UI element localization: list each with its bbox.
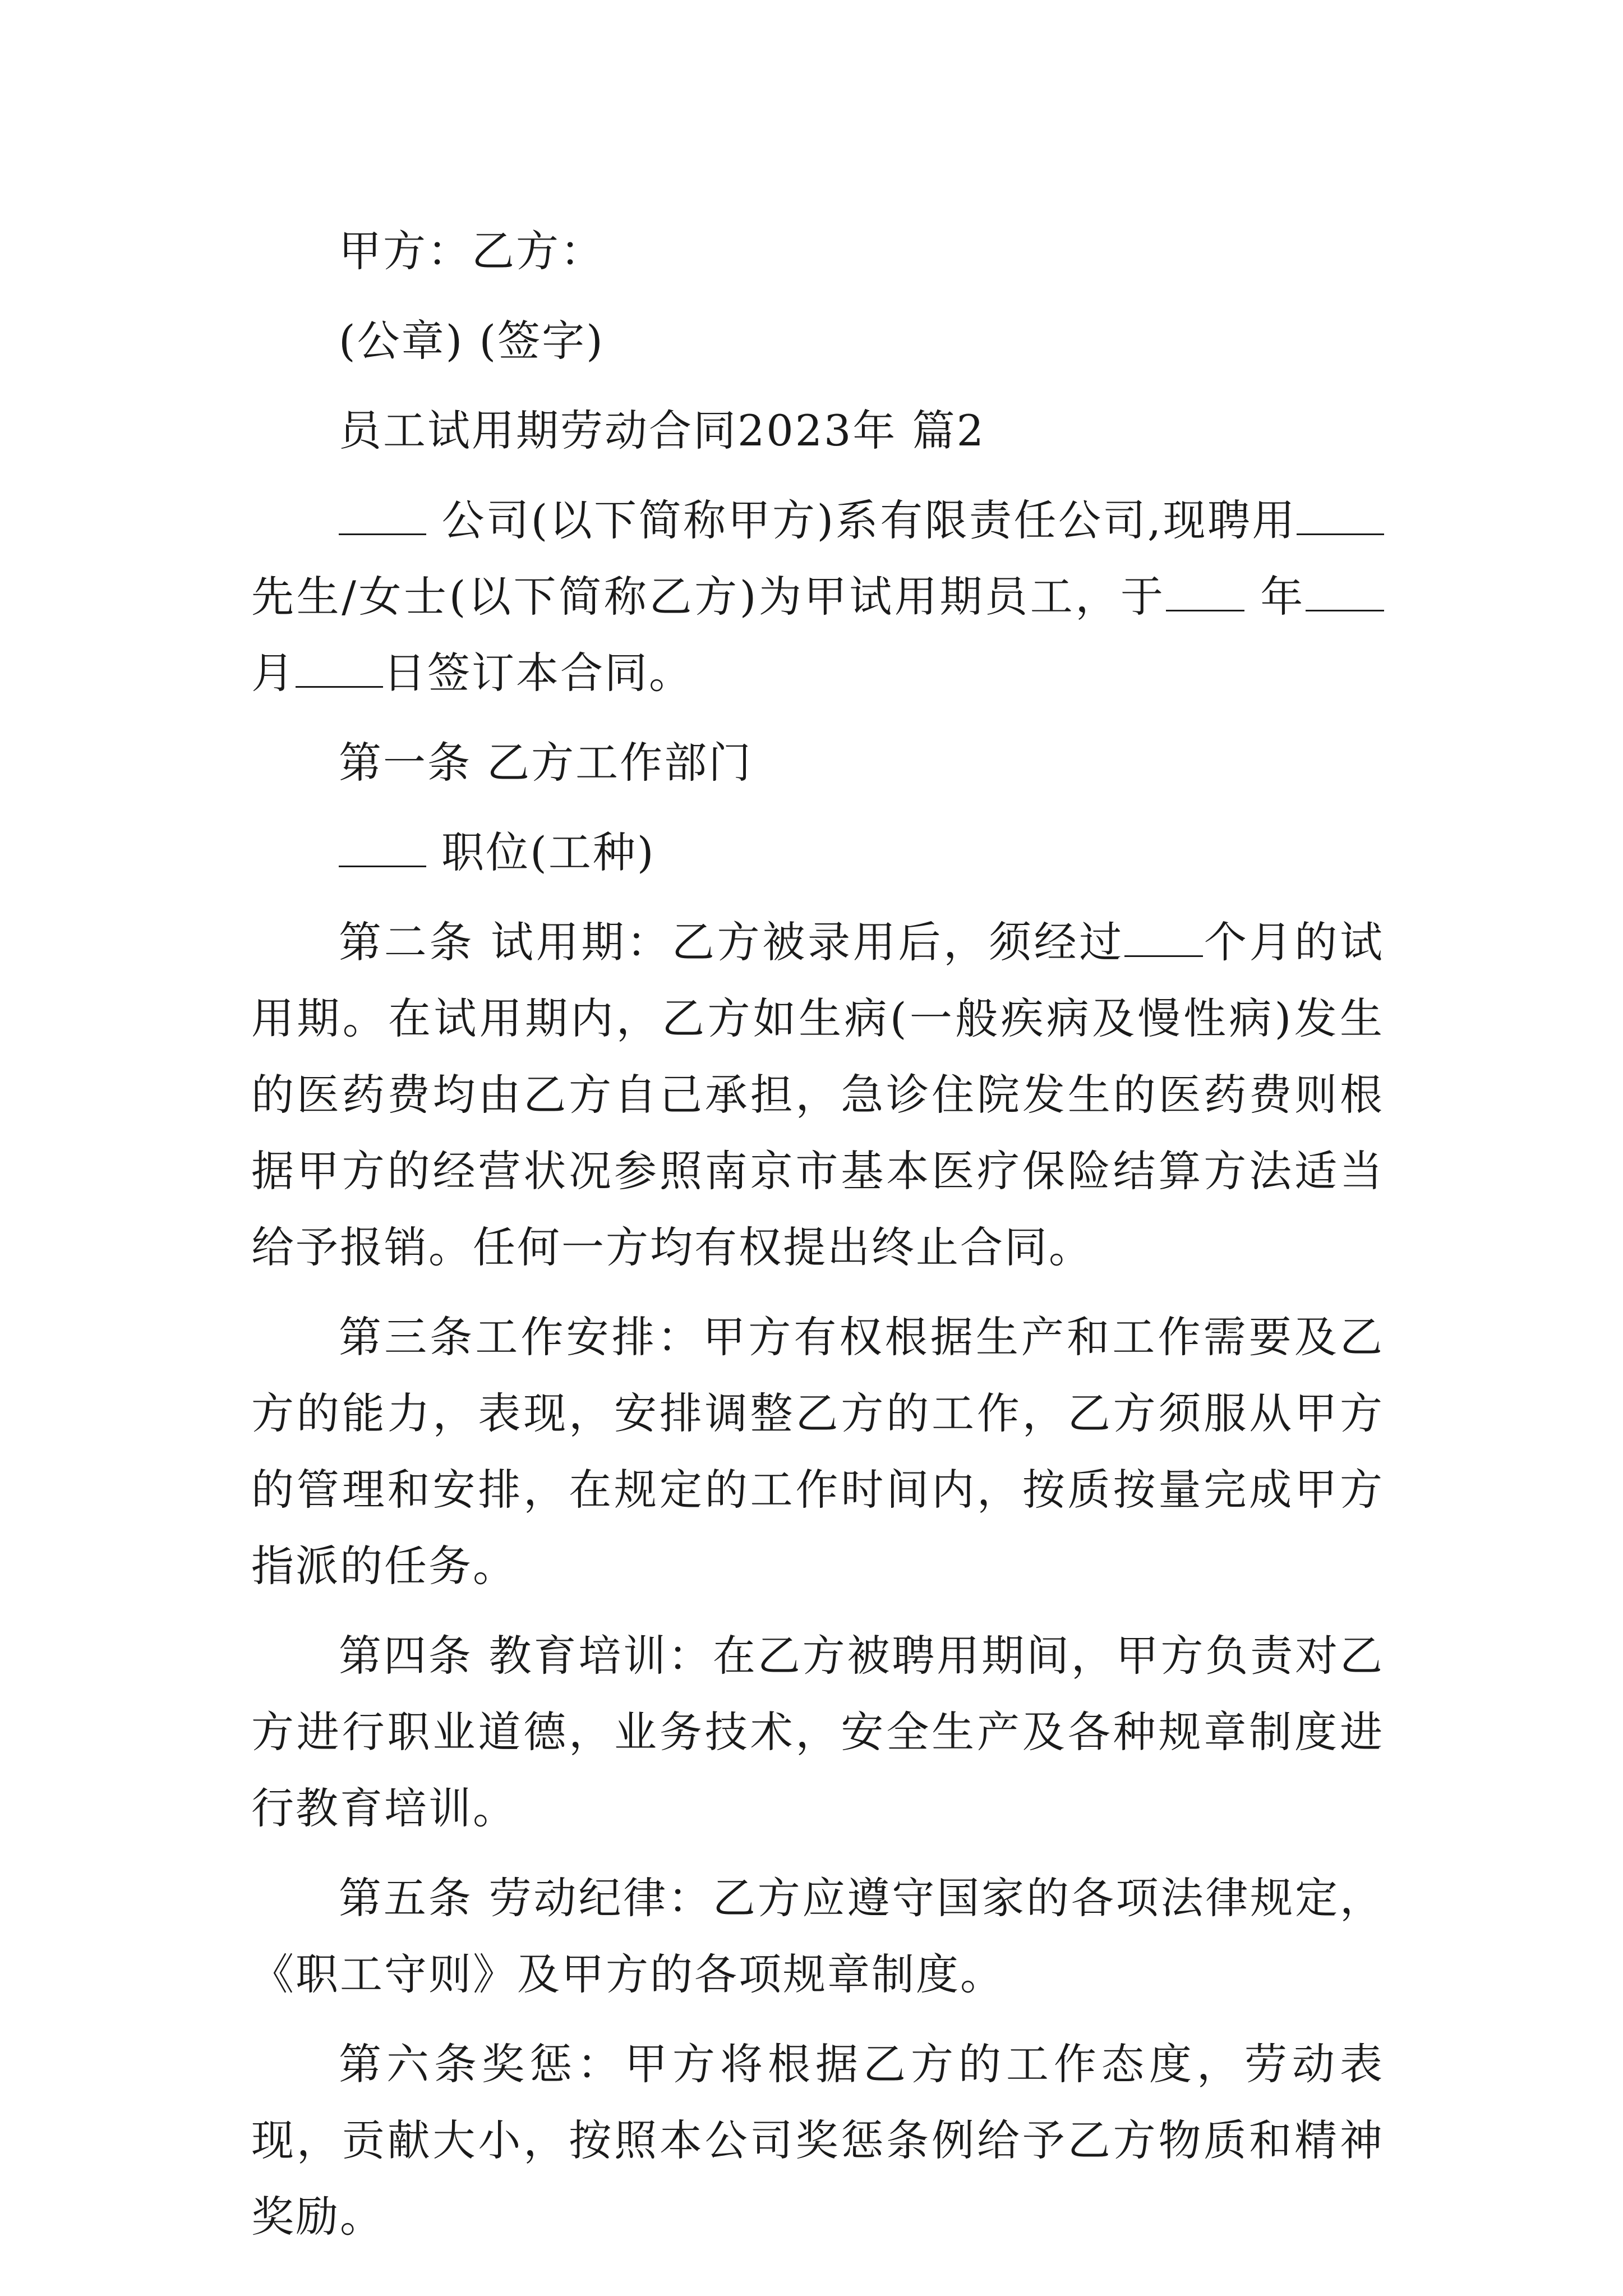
- blank-employee-name: [1297, 494, 1384, 535]
- blank-probation-months: [1124, 916, 1203, 957]
- article3-paragraph: 第三条工作安排：甲方有权根据生产和工作需要及乙方的能力，表现，安排调整乙方的工作，乙方须服从甲方的管理和安排，在规定的工作时间内，按质按量完成甲方指派的任务。: [251, 1312, 1384, 1591]
- article2-text-a: 第二条 试用期：乙方被录用后，须经过: [339, 917, 1125, 967]
- article2-text-b: 个月的试用期。在试用期内，乙方如生病(一般疾病及慢性病)发生的医药费均由乙方自己承担，急诊住院发生的医药费则根据甲方的经营状况参照南京市基本医疗保险结算方法适当给予报销。任何一方均有权提出终止合同。: [251, 917, 1384, 1272]
- article1-position-line: [251, 815, 1384, 891]
- article1-title: 第一条 乙方工作部门: [339, 738, 753, 788]
- section-title: 员工试用期劳动合同2023年 篇2: [339, 406, 985, 455]
- intro-text-year: 年: [1260, 572, 1306, 622]
- document-body: [251, 213, 1384, 2255]
- article1-position: 职位(工种): [441, 827, 656, 877]
- blank-position: [339, 826, 426, 867]
- article4-paragraph: 第四条 教育培训：在乙方被聘用期间，甲方负责对乙方进行职业道德，业务技术，安全生产及各种规章制度进行教育培训。: [251, 1631, 1384, 1833]
- intro-text-month: 月: [251, 648, 296, 698]
- intro-text-employee: 先生/女士(以下简称乙方)为甲试用期员工，于: [251, 572, 1166, 622]
- signature-parties-line: 甲方：乙方：: [339, 226, 605, 276]
- article2-paragraph: [251, 904, 1384, 1286]
- signature-seal-line: (公章) (签字): [339, 316, 605, 366]
- intro-text-company: 公司(以下简称甲方)系有限责任公司,现聘用: [441, 495, 1297, 545]
- blank-company-name: [339, 494, 426, 535]
- article5-paragraph: 第五条 劳动纪律：乙方应遵守国家的各项法律规定，《职工守则》及甲方的各项规章制度。: [251, 1873, 1384, 1999]
- intro-text-day: 日签订本合同。: [383, 648, 693, 698]
- blank-year: [1166, 570, 1244, 611]
- blank-month: [1306, 570, 1384, 611]
- intro-paragraph: [251, 482, 1384, 711]
- blank-day: [296, 647, 383, 688]
- article6-paragraph: 第六条奖惩：甲方将根据乙方的工作态度，劳动表现，贡献大小，按照本公司奖惩条例给予乙方物质和精神奖励。: [251, 2039, 1384, 2242]
